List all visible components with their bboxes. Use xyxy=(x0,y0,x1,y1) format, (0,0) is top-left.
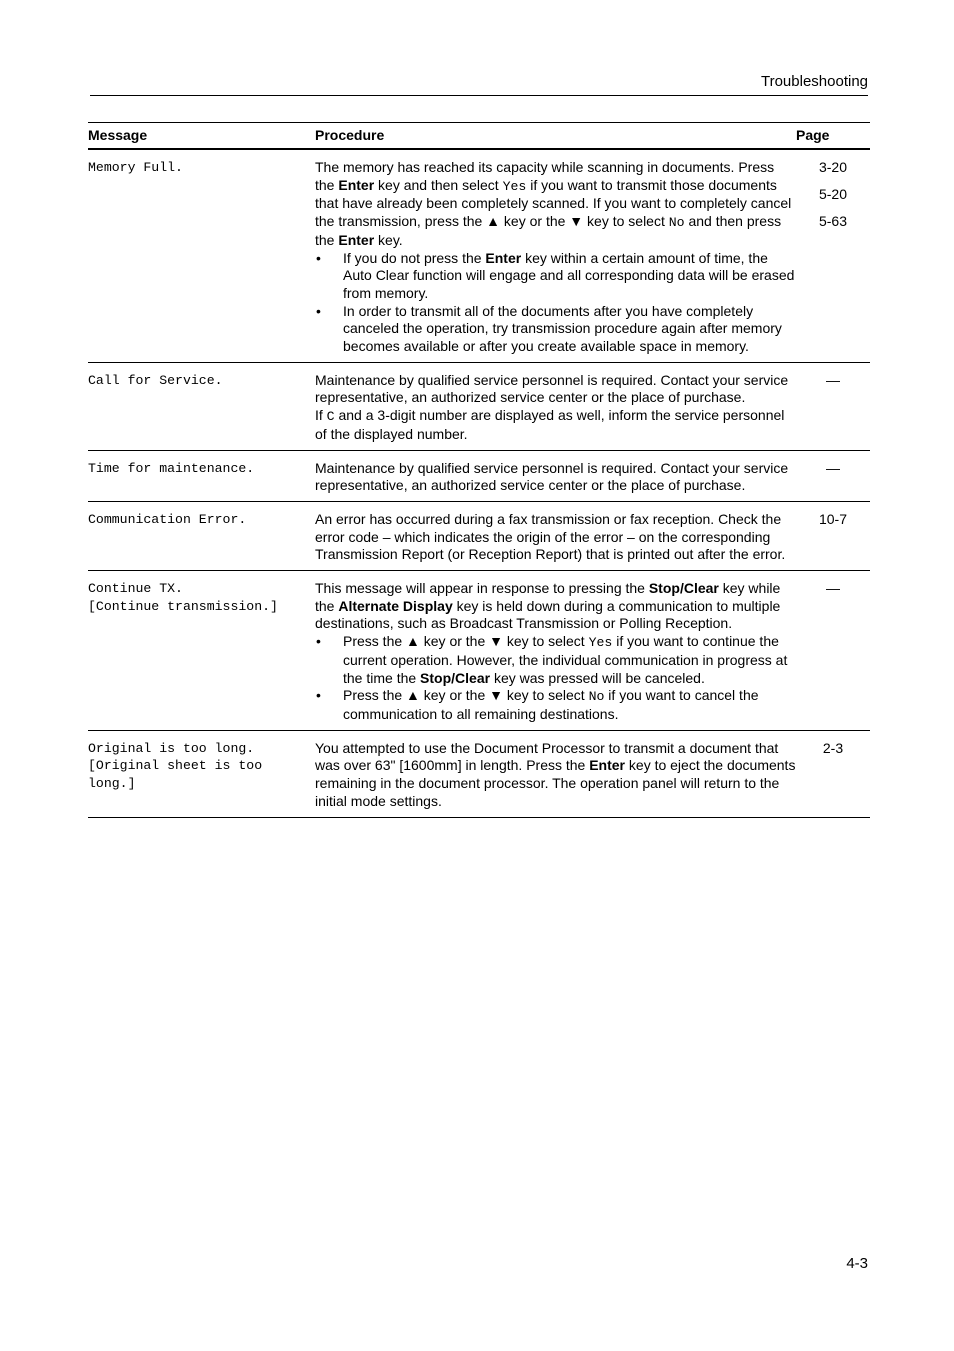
page-reference: 10-7 xyxy=(818,510,848,527)
header-rule xyxy=(90,95,868,96)
message-text: Memory Full. xyxy=(88,160,183,175)
procedure-text: Maintenance by qualified service personnel is required. Contact your service representative, an authorized service center or the place of purchase. xyxy=(315,459,789,494)
procedure-text: Maintenance by qualified service personnel is required. Contact your service representative, an authorized service center or the place of purchase. xyxy=(315,371,789,406)
page-reference: — xyxy=(826,459,840,476)
column-header-procedure: Procedure xyxy=(315,123,796,150)
message-text: [Original sheet is too xyxy=(88,758,263,774)
message-cell xyxy=(88,571,315,731)
procedure-cell xyxy=(315,501,796,570)
page-cell xyxy=(796,362,870,450)
message-text: Continue TX. xyxy=(88,581,183,597)
page-reference: 2-3 xyxy=(822,739,844,756)
procedure-cell xyxy=(315,450,796,501)
message-cell xyxy=(88,450,315,501)
page-reference: — xyxy=(826,580,840,597)
page-reference: — xyxy=(826,371,840,388)
bullet-item: • Press the ▲ key or the ▼ key to select Yes if you want to continue the current operation. However, the individual communication in progress at the time the Stop/Clear key was pressed will be canceled. xyxy=(316,633,788,686)
message-text: [Continue transmission.] xyxy=(88,598,278,614)
procedure-text: The memory has reached its capacity while scanning in documents. Press the Enter key and then select Yes if you want to transmit those documents that have already been completely scanned. If you want to completely cancel the transmission, press the ▲ key or the ▼ key to select No and then press the Enter key. xyxy=(315,159,792,248)
page-cell xyxy=(796,149,870,362)
table-header-row xyxy=(88,123,870,150)
bullet-item: • Press the ▲ key or the ▼ key to select No if you want to cancel the communication to all remaining destinations. xyxy=(316,687,759,722)
message-text: long.] xyxy=(88,776,136,792)
procedure-text: You attempted to use the Document Processor to transmit a document that was over 63" [1600mm] in length. Press the Enter key to eject the documents remaining in the document processor. The operation panel will return to the initial mode settings. xyxy=(315,739,796,809)
page-cell xyxy=(796,501,870,570)
table-row xyxy=(88,149,870,362)
procedure-text: If C and a 3-digit number are displayed as well, inform the service personnel of the displayed number. xyxy=(315,407,785,442)
page-reference: 5-20 xyxy=(818,186,848,202)
procedure-cell xyxy=(315,362,796,450)
message-cell xyxy=(88,730,315,817)
message-text: Original is too long. xyxy=(88,740,255,756)
procedure-text: An error has occurred during a fax transmission or fax reception. Check the error code – which indicates the origin of the error – on the corresponding Transmission Report (or Reception Report) that is printed out after the error. xyxy=(315,510,786,563)
table-row xyxy=(88,571,870,731)
page-cell xyxy=(796,571,870,731)
bullet-item: • If you do not press the Enter key within a certain amount of time, the Auto Clear function will engage and all corresponding data will be erased from memory. xyxy=(316,249,795,301)
message-text: Time for maintenance. xyxy=(88,460,255,476)
message-cell xyxy=(88,501,315,570)
message-text: Call for Service. xyxy=(88,372,223,388)
column-header-message: Message xyxy=(88,123,315,150)
bullet-item: • In order to transmit all of the documents after you have completely canceled the operation, try transmission procedure again after memory becomes available or after you create available space in memory. xyxy=(316,302,782,355)
page-number: 4-3 xyxy=(846,1255,868,1272)
message-text: Communication Error. xyxy=(88,511,247,527)
table-row xyxy=(88,362,870,450)
procedure-cell xyxy=(315,149,796,362)
procedure-cell xyxy=(315,730,796,817)
page-reference: 3-20 xyxy=(818,159,848,175)
message-cell xyxy=(88,362,315,450)
troubleshooting-table xyxy=(88,122,870,818)
procedure-cell xyxy=(315,571,796,731)
running-header: Troubleshooting xyxy=(760,73,868,90)
procedure-text: This message will appear in response to pressing the Stop/Clear key while the Alternate Display key is held down during a communication to multiple destinations, such as Broadcast Transmission or Polling Reception. xyxy=(315,580,781,632)
table-row xyxy=(88,501,870,570)
page-cell xyxy=(796,450,870,501)
column-header-page: Page xyxy=(796,123,870,150)
table-row xyxy=(88,450,870,501)
page-cell xyxy=(796,730,870,817)
page-reference: 5-63 xyxy=(818,213,848,229)
message-cell xyxy=(88,149,315,362)
table-row xyxy=(88,730,870,817)
